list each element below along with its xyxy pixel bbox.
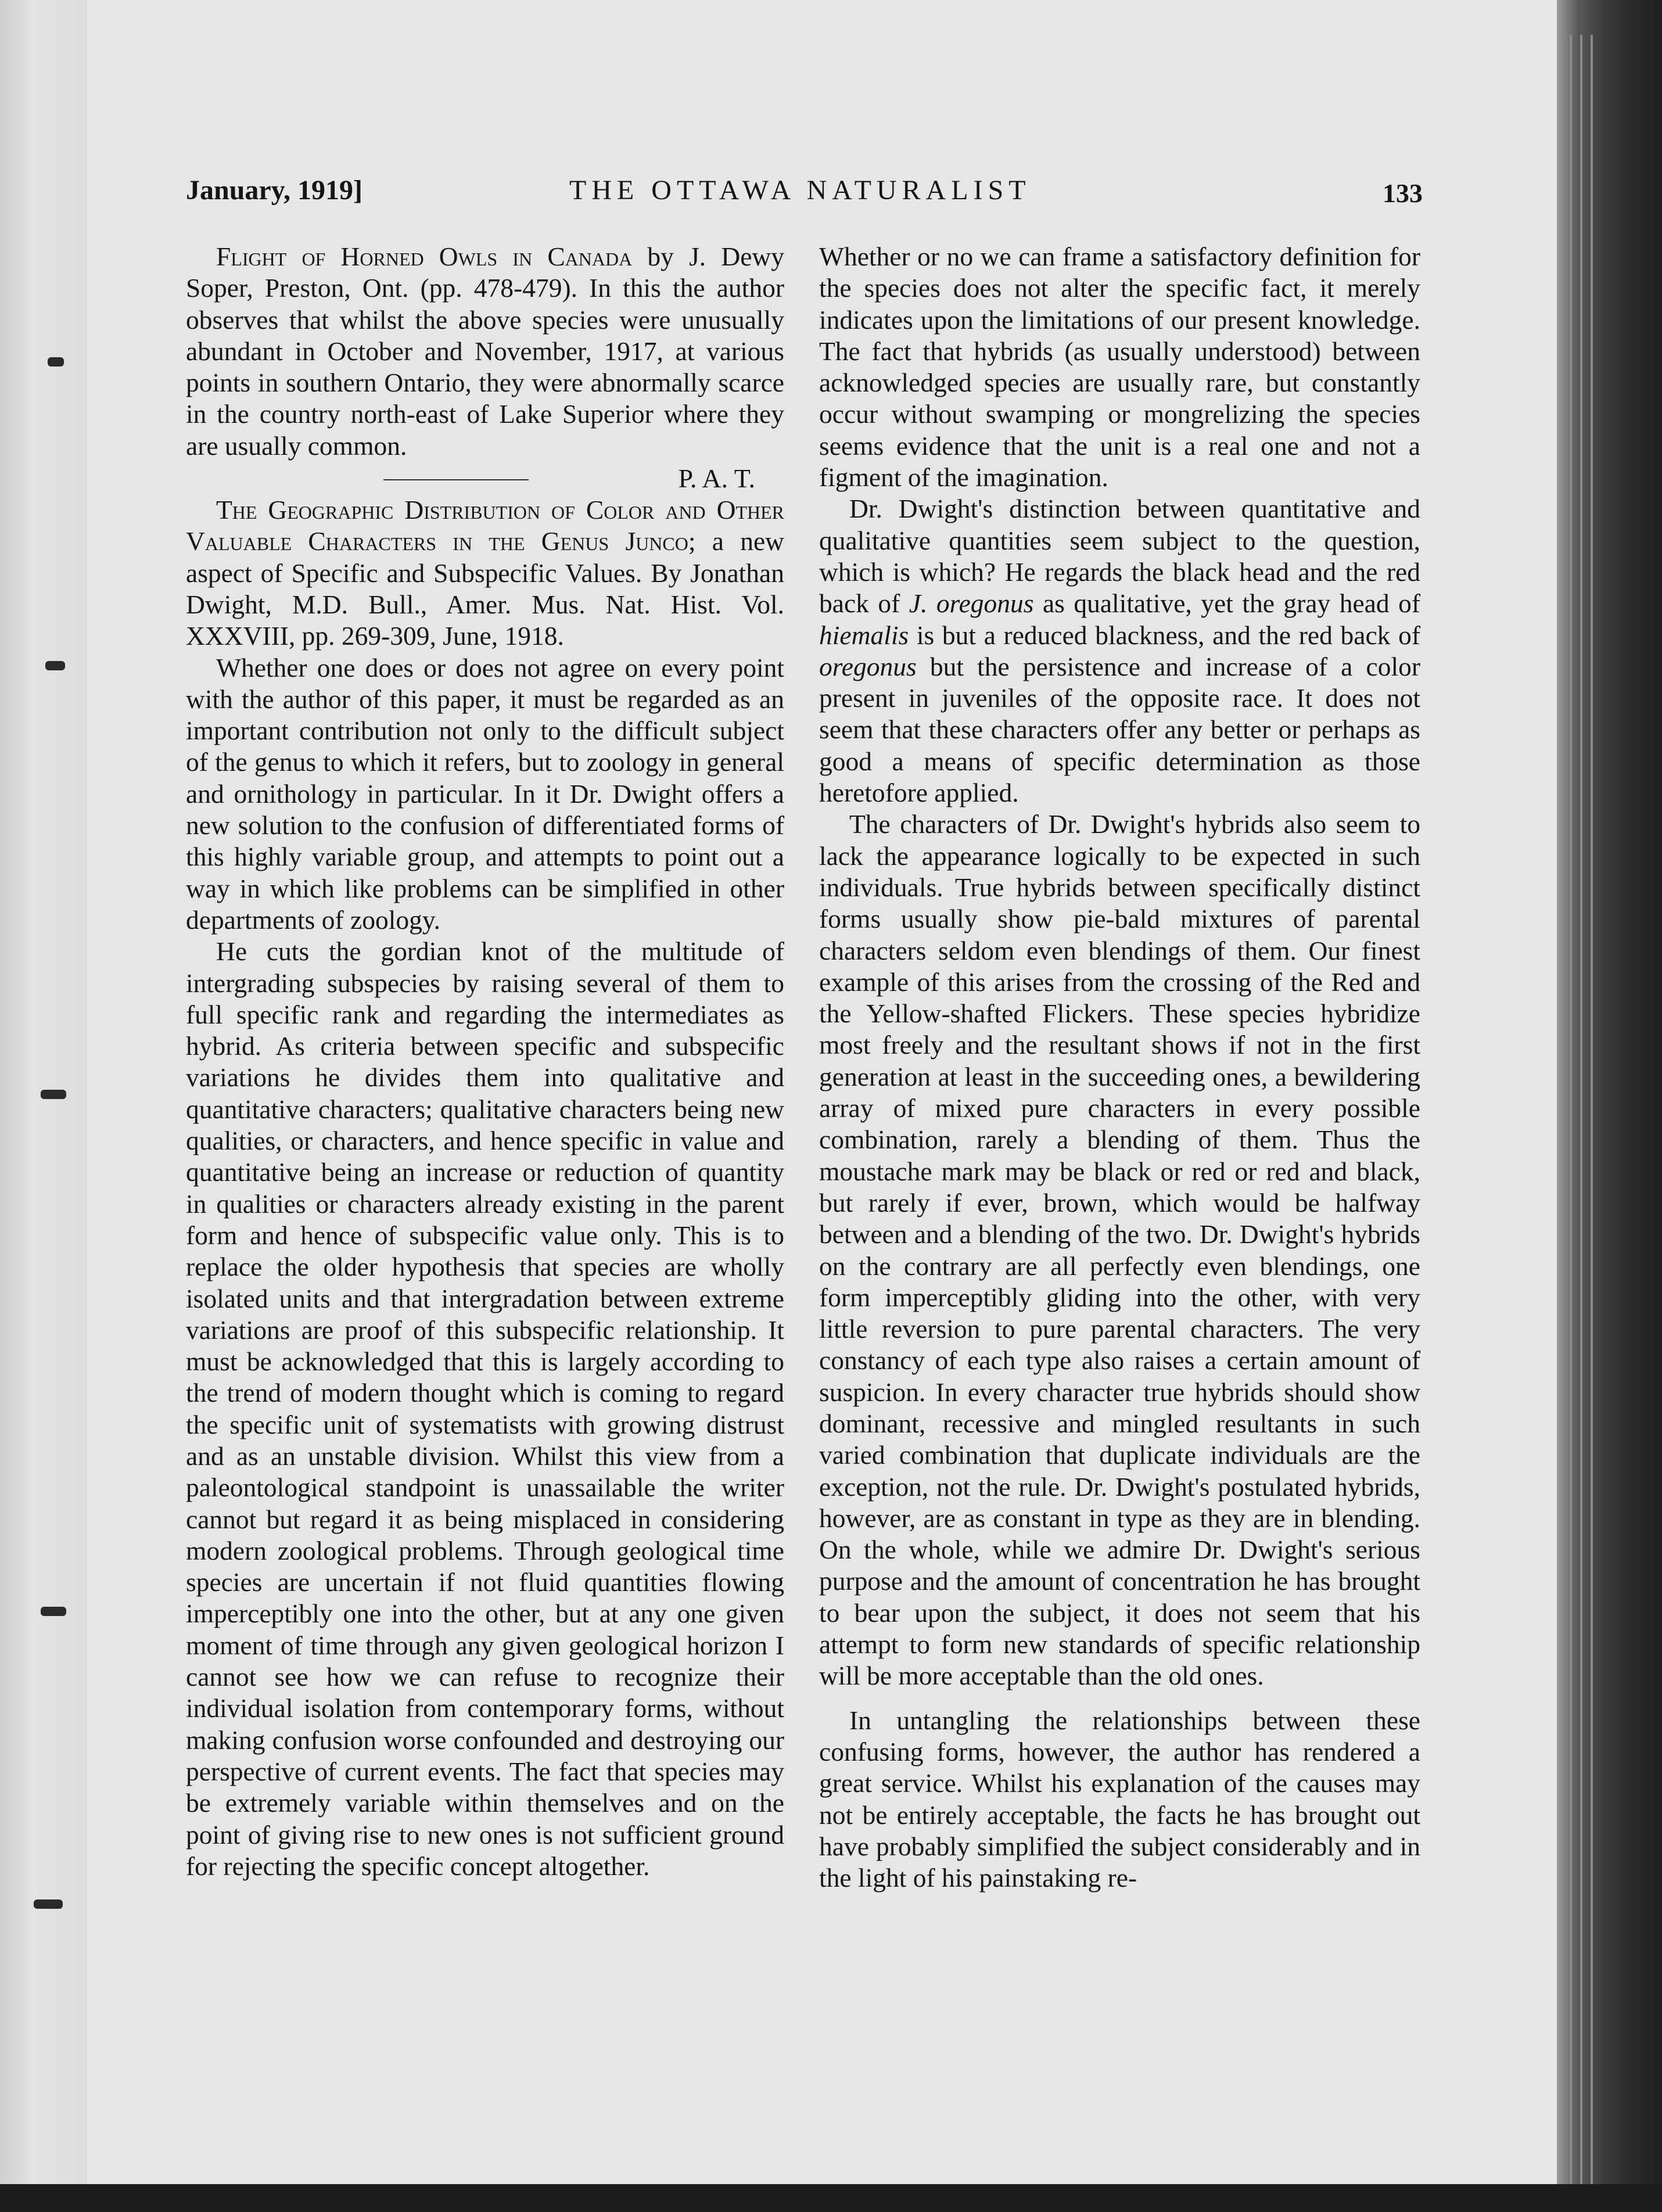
binding-mark <box>41 1607 66 1616</box>
review-title: Flight of Horned Owls in Canada <box>216 242 633 271</box>
review-citation: ; a new aspect of Specific and Subspecific Values. By Jonathan Dwight, M.D. Bull., Amer. Mus. Nat. Hist. Vol. XXXVIII, pp. 269-309, June, 1918. <box>186 526 785 651</box>
paragraph: The characters of Dr. Dwight's hybrids also seem to lack the appearance logically to be expected in such individuals. True hybrids between specifically distinct forms usually show pie-bald mixtures of parental characters seldom even blendings of them. Our finest example of this arises from the crossing of the Red and the Yellow-shafted Flickers. These species hybridize most freely and the resultant shows if not in the first generation at least in the succeeding ones, a bewildering array of mixed pure characters in every possible combination, rarely a blending of them. Thus the moustache mark may be black or red or red and black, but rarely if ever, brown, which would be halfway between and a blending of the two. Dr. Dwight's hybrids on the contrary are all perfectly even blendings, one form imperceptibly gliding into the other, with very little reversion to pure parental characters. The very constancy of each type also raises a certain amount of suspicion. In every character true hybrids should show dominant, recessive and mingled resultants in such varied combination that duplicate individuals are the exception, not the rule. Dr. Dwight's postulated hybrids, however, are as constant in type as they are in blending. On the whole, while we admire Dr. Dwight's serious purpose and the amount of concentration he has brought to bear upon the subject, it does not seem that his attempt to form new standards of specific relationship will be more acceptable than the old ones. <box>819 809 1420 1691</box>
review-text: by J. Dewy Soper, Preston, Ont. (pp. 478-479). In this the author observes that whilst the above species were unusually abundant in October and November, 1917, at various points in southern Ontario, they were abnormally scarce in the country north-east of Lake Superior where they are usually common. <box>186 242 784 461</box>
binding-mark <box>48 357 64 367</box>
page-number: 133 <box>1383 178 1423 208</box>
text-run: Dr. Dwight's distinction between quantitative and qualitative quantities seem subject to the question, which is which? He regards the black head and the red back of <box>819 494 1420 619</box>
journal-title: THE OTTAWA NATURALIST <box>569 175 1031 206</box>
species-name: hiemalis <box>819 620 909 650</box>
paragraph <box>819 493 1420 809</box>
review-owls <box>186 241 784 462</box>
text-run: but the persistence and increase of a color present in juveniles of the opposite race. It does not seem that these characters offer any better or perhaps as good a means of specific determination as those heretofore applied. <box>819 651 1420 808</box>
running-head <box>87 174 1557 221</box>
text-run: as qualitative, yet the gray head of <box>1033 588 1420 619</box>
species-name: J. oregonus <box>909 588 1034 619</box>
paragraph-gap <box>819 1692 1420 1705</box>
paragraph: In untangling the relationships between these confusing forms, however, the author has rendered a great service. Whilst his explanation of the causes may not be entirely acceptable, the facts he has brought out have probably simplified the subject considerably and in the light of his painstaking re- <box>819 1705 1420 1893</box>
review-junco-heading <box>186 494 784 652</box>
text-run: is but a reduced blackness, and the red back of <box>909 620 1420 650</box>
review-signature-row <box>186 463 784 494</box>
left-column <box>186 241 784 1882</box>
paragraph: Whether one does or does not agree on every point with the author of this paper, it must be regarded as an important contribution not only to the difficult subject of the genus to which it refers, but to zoology in general and ornithology in particular. In it Dr. Dwight offers a new solution to the confusion of differentiated forms of this highly variable group, and attempts to point out a way in which like problems can be simplified in other departments of zoology. <box>186 652 784 935</box>
separator-rule <box>383 479 529 480</box>
scan-bottom-edge <box>0 2184 1662 2212</box>
binding-mark <box>34 1899 63 1909</box>
scan-margin <box>0 0 87 2212</box>
species-name: oregonus <box>819 651 917 681</box>
review-signature: P. A. T. <box>678 464 755 494</box>
book-page-edges <box>1557 0 1662 2212</box>
paragraph: Whether or no we can frame a satisfactory definition for the species does not alter the specific fact, it merely indicates upon the limitations of our present knowledge. The fact that hybrids (as usually understood) between acknowledged species are usually rare, but constantly occur without swamping or mongrelizing the species seems evidence that the unit is a real one and not a figment of the imagination. <box>819 242 1420 493</box>
review-title: The Geographic Distribution of Color and Other Valuable Characters in the Genus Junco <box>186 495 784 556</box>
paragraph: He cuts the gordian knot of the multitude of intergrading subspecies by raising several of them to full specific rank and regarding the intermediates as hybrid. As criteria between specific and subspecific variations he divides them into qualitative and quantitative characters; qualitative characters being new qualities, or characters, and hence specific in value and quantitative being an increase or reduction of quantity in qualities or characters already existing in the parent form and hence of subspecific value only. This is to replace the older hypothesis that species are wholly isolated units and that intergradation between extreme variations are proof of this subspecific relationship. It must be acknowledged that this is largely according to the trend of modern thought which is coming to regard the specific unit of systematists with growing distrust and as an unstable division. Whilst this view from a paleontological standpoint is unassailable the writer cannot but regard it as being misplaced in considering modern zoological problems. Through geological time species are uncertain if not fluid quantities flowing imperceptibly one into the other, but at any one given moment of time through any given geological horizon I cannot see how we can refuse to recognize their individual isolation from contemporary forms, without making confusion worse confounded and destroying our perspective of current events. The fact that species may be extremely variable within themselves and on the point of giving rise to new ones is not sufficient ground for rejecting the specific concept altogether. <box>186 936 784 1881</box>
binding-mark <box>41 1090 66 1099</box>
binding-mark <box>45 661 65 670</box>
issue-date: January, 1919] <box>186 175 363 206</box>
right-column <box>819 241 1420 1894</box>
